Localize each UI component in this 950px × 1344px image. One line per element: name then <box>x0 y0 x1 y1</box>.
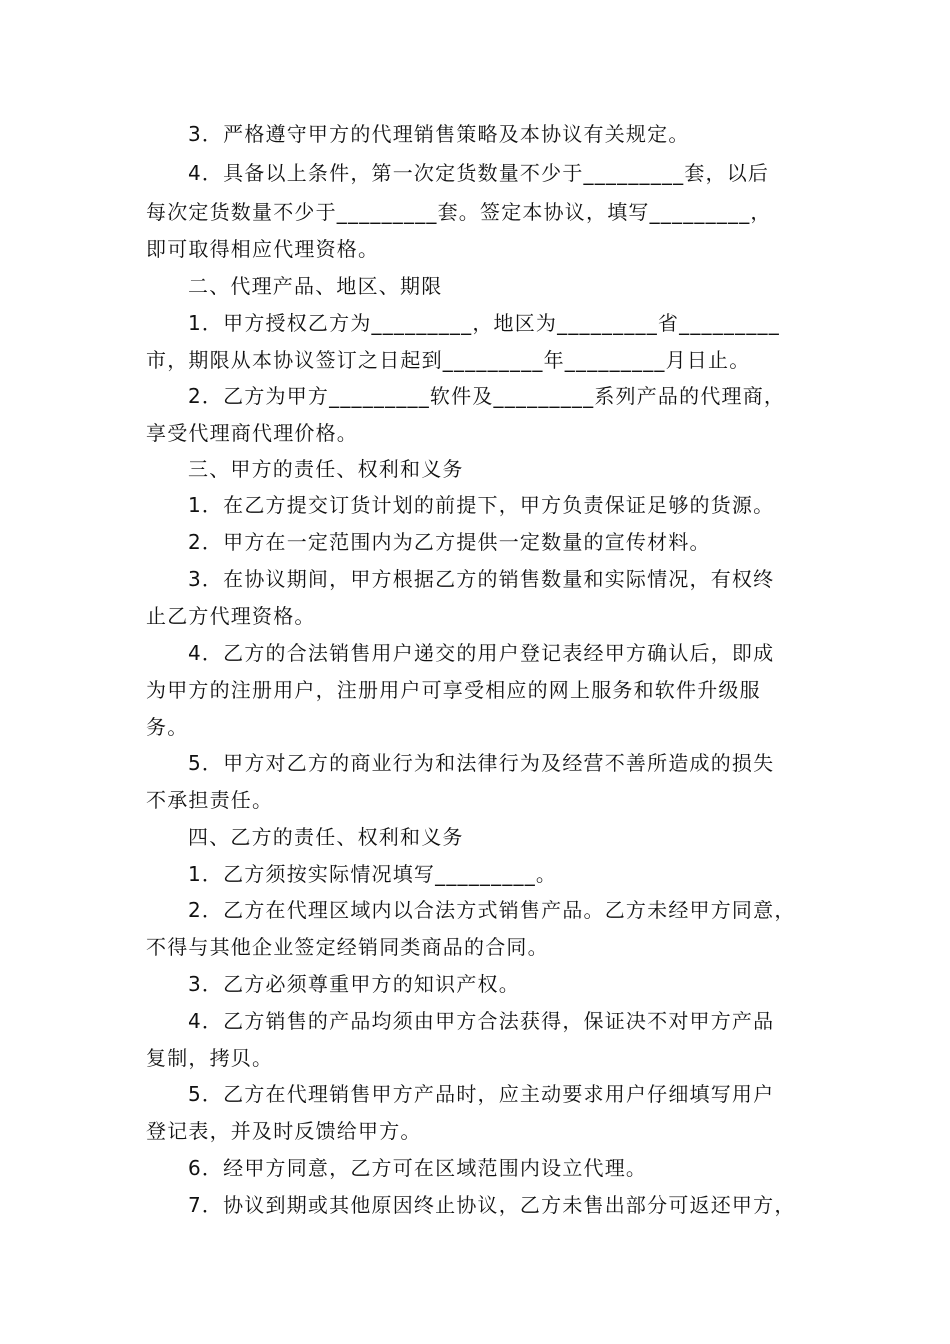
clause-line: 1．在乙方提交订货计划的前提下，甲方负责保证足够的货源。 <box>188 493 775 517</box>
clause-line: 不得与其他企业签定经销同类商品的合同。 <box>146 935 549 959</box>
clause-line: 1．乙方须按实际情况填写_________。 <box>188 862 558 886</box>
section-heading: 二、代理产品、地区、期限 <box>188 274 443 298</box>
clause-line: 2．乙方为甲方_________软件及_________系列产品的代理商， <box>188 384 786 408</box>
clause-line: 2．甲方在一定范围内为乙方提供一定数量的宣传材料。 <box>188 530 711 554</box>
section-heading: 四、乙方的责任、权利和义务 <box>188 825 464 849</box>
clause-line: 1．甲方授权乙方为_________，地区为_________省_________ <box>188 311 780 335</box>
clause-line: 3．在协议期间，甲方根据乙方的销售数量和实际情况，有权终 <box>188 567 775 591</box>
clause-line: 4．具备以上条件，第一次定货数量不少于_________套，以后 <box>188 161 770 185</box>
clause-line: 每次定货数量不少于_________套。签定本协议，填写_________， <box>146 200 772 224</box>
clause-line: 3．乙方必须尊重甲方的知识产权。 <box>188 972 520 996</box>
clause-line: 4．乙方销售的产品均须由甲方合法获得，保证决不对甲方产品 <box>188 1009 775 1033</box>
clause-line: 6．经甲方同意，乙方可在区域范围内设立代理。 <box>188 1156 648 1180</box>
clause-line: 复制，拷贝。 <box>146 1046 274 1070</box>
clause-line: 7．协议到期或其他原因终止协议，乙方未售出部分可返还甲方， <box>188 1193 796 1217</box>
clause-line: 止乙方代理资格。 <box>146 604 316 628</box>
clause-line: 4．乙方的合法销售用户递交的用户登记表经甲方确认后，即成 <box>188 641 775 665</box>
clause-line: 为甲方的注册用户，注册用户可享受相应的网上服务和软件升级服 <box>146 678 761 702</box>
clause-line: 务。 <box>146 715 189 739</box>
clause-line: 市，期限从本协议签订之日起到_________年_________月日止。 <box>146 348 751 372</box>
clause-line: 2．乙方在代理区域内以合法方式销售产品。乙方未经甲方同意， <box>188 898 796 922</box>
clause-line: 5．甲方对乙方的商业行为和法律行为及经营不善所造成的损失 <box>188 751 775 775</box>
clause-line: 即可取得相应代理资格。 <box>146 237 380 261</box>
clause-line: 登记表，并及时反馈给甲方。 <box>146 1119 422 1143</box>
clause-line: 享受代理商代理价格。 <box>146 421 358 445</box>
clause-line: 不承担责任。 <box>146 788 274 812</box>
section-heading: 三、甲方的责任、权利和义务 <box>188 457 464 481</box>
clause-line: 5．乙方在代理销售甲方产品时，应主动要求用户仔细填写用户 <box>188 1082 775 1106</box>
clause-line: 3．严格遵守甲方的代理销售策略及本协议有关规定。 <box>188 122 690 146</box>
